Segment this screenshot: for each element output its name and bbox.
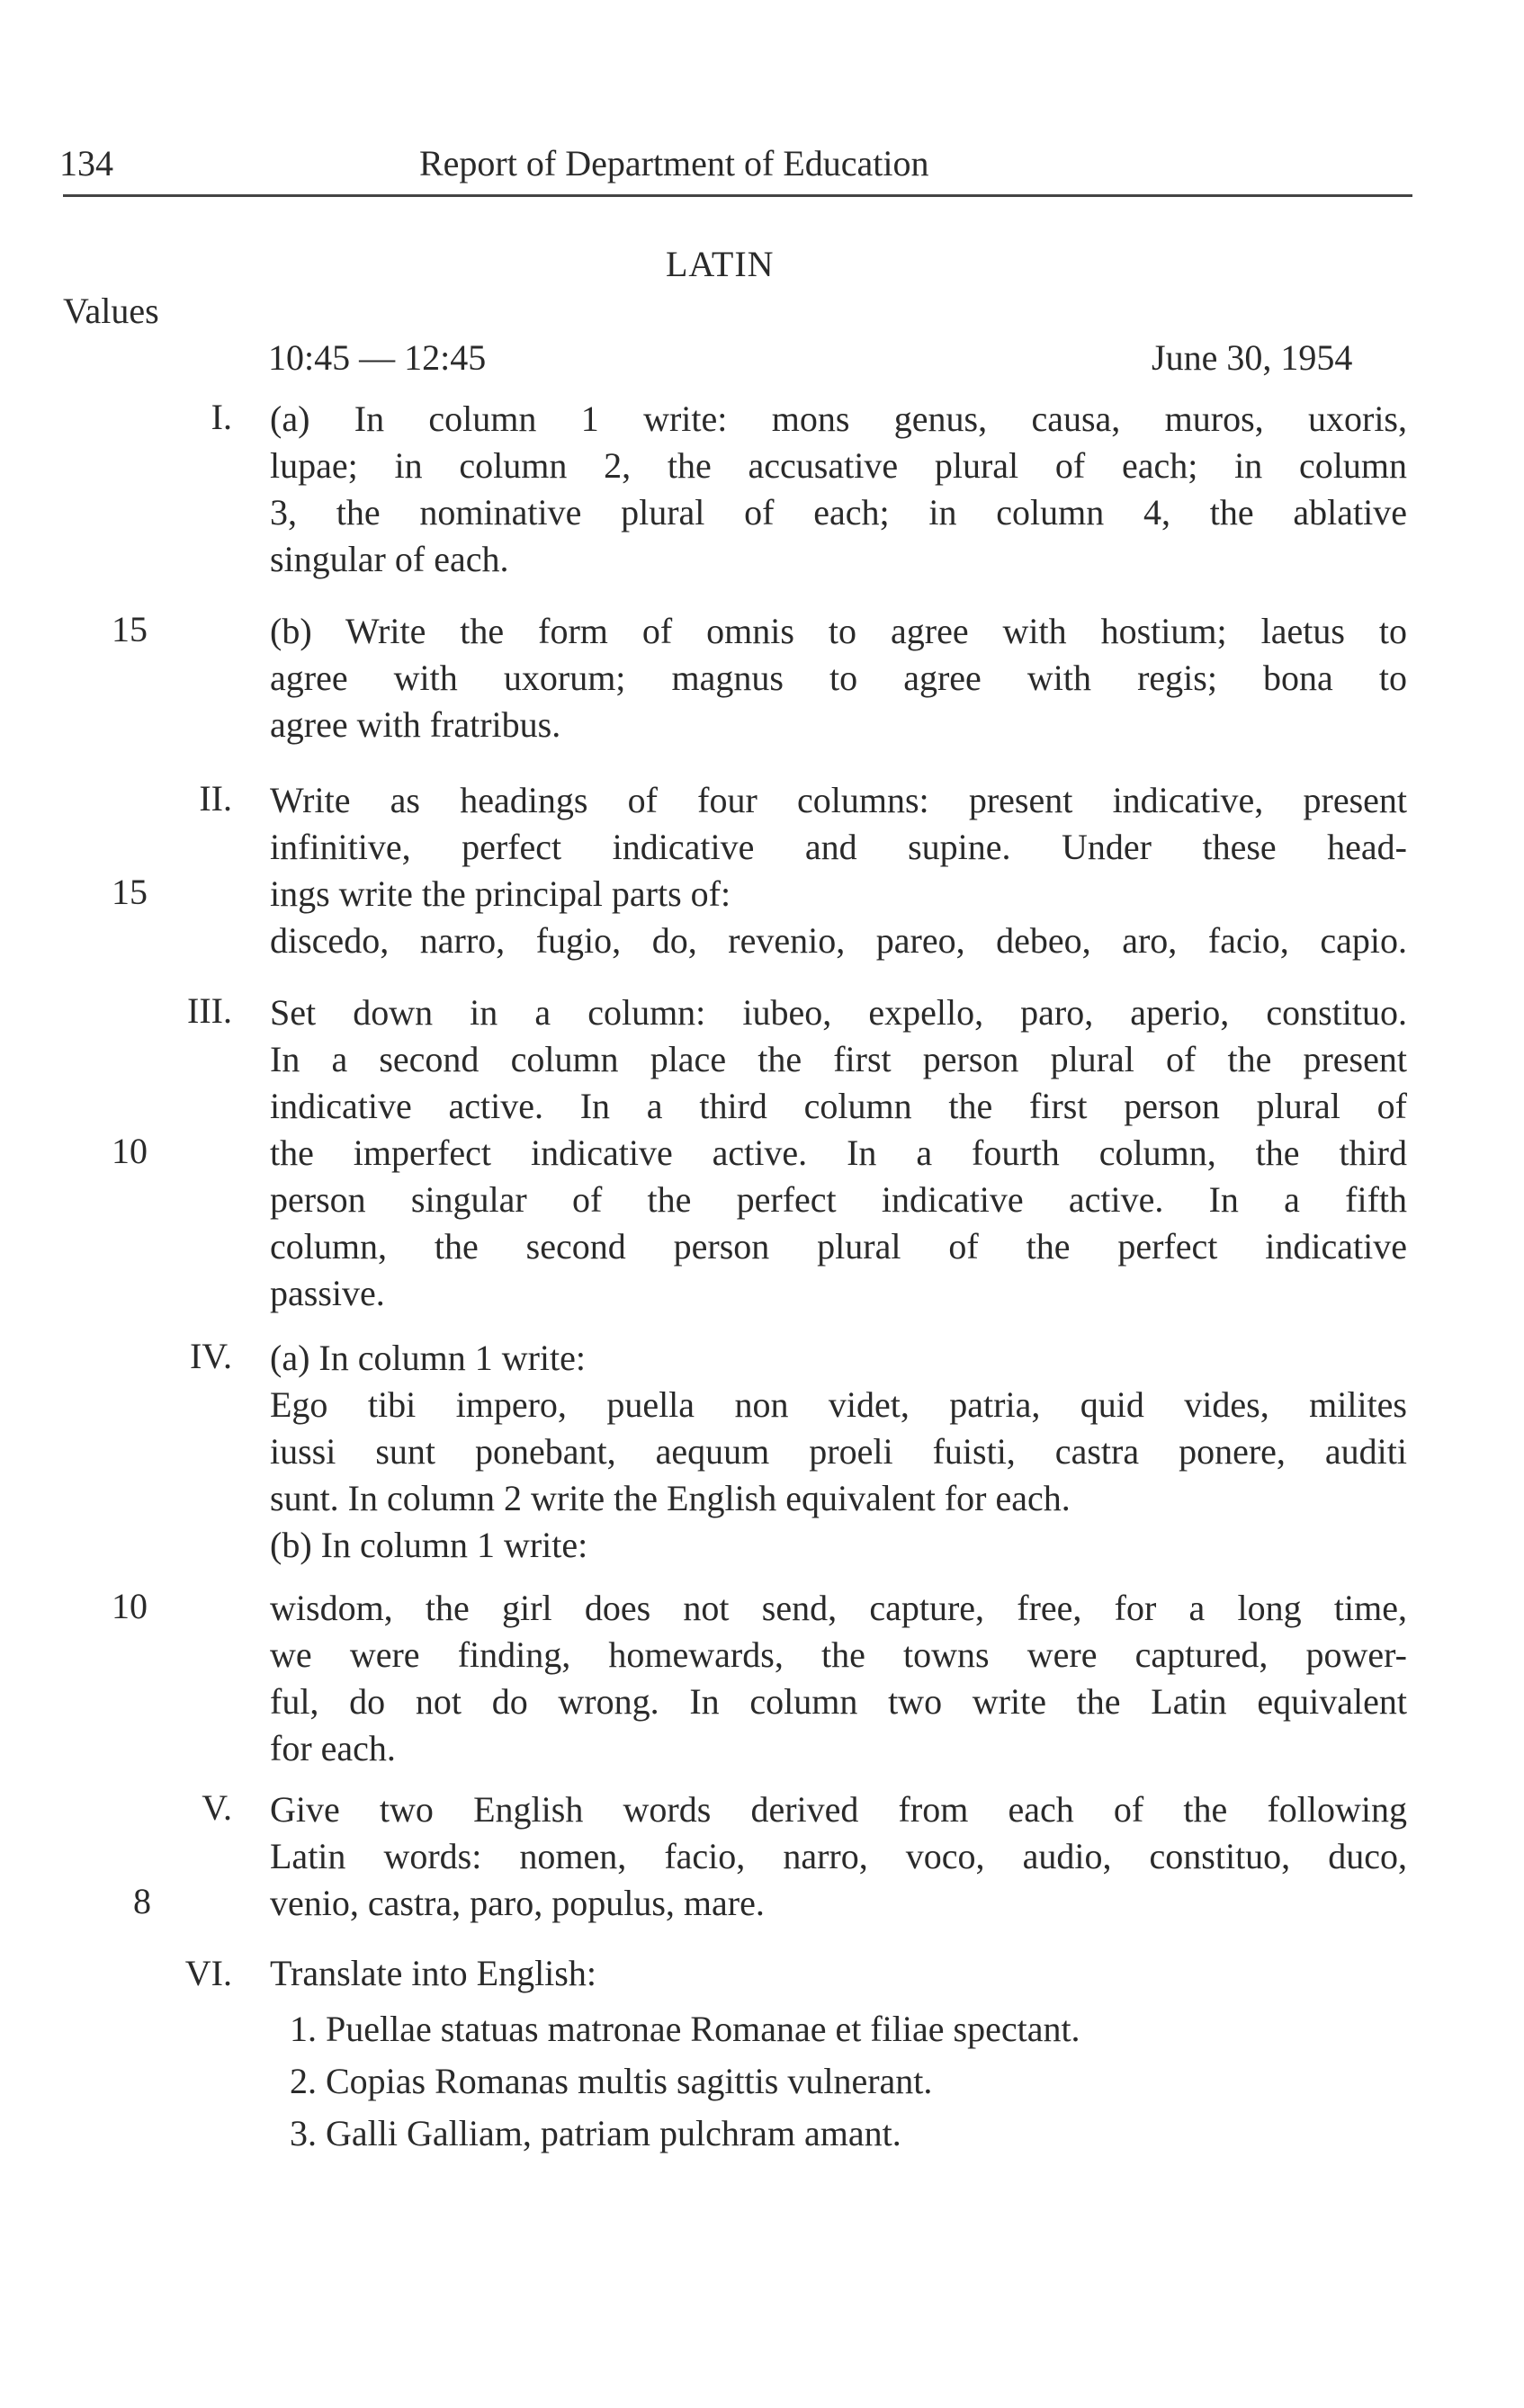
text-line: discedo, narro, fugio, do, revenio, pareo, debeo, aro, facio, capio. — [270, 920, 1407, 961]
page-number: 134 — [59, 143, 113, 184]
text-line: agree with uxorum; magnus to agree with regis; bona to — [270, 658, 1407, 698]
question-number-1: I. — [211, 397, 232, 437]
text-line: ings write the principal parts of: — [270, 873, 731, 914]
text-line: lupae; in column 2, the accusative plural of each; in column — [270, 445, 1407, 486]
question-1-part-a — [270, 396, 1407, 583]
text-line: for each. — [270, 1728, 396, 1768]
question-2-text — [270, 777, 1407, 964]
text-line: In a second column place the first person plural of the present — [270, 1039, 1407, 1079]
question-4-part-a — [270, 1335, 1407, 1569]
translation-item-3: 3. Galli Galliam, patriam pulchram amant. — [290, 2113, 901, 2153]
value-question-4: 10 — [112, 1586, 148, 1626]
question-number-4: IV. — [189, 1336, 232, 1376]
text-line: infinitive, perfect indicative and supine. Under these head- — [270, 827, 1407, 867]
text-line: Set down in a column: iubeo, expello, paro, aperio, constituo. — [270, 992, 1407, 1033]
text-line: (b) Write the form of omnis to agree with hostium; laetus to — [270, 611, 1407, 651]
text-line: ful, do not do wrong. In column two write the Latin equivalent — [270, 1681, 1407, 1722]
question-6-label: Translate into English: — [270, 1953, 596, 1993]
text-line: passive. — [270, 1273, 385, 1313]
question-number-2: II. — [199, 778, 232, 819]
value-question-3: 10 — [112, 1131, 148, 1171]
text-line: column, the second person plural of the perfect indicative — [270, 1226, 1407, 1267]
text-line: venio, castra, paro, populus, mare. — [270, 1883, 765, 1923]
text-line: (b) In column 1 write: — [270, 1525, 588, 1565]
text-line: wisdom, the girl does not send, capture, free, for a long time, — [270, 1588, 1407, 1628]
text-line: 3, the nominative plural of each; in column 4, the ablative — [270, 492, 1407, 533]
question-1-part-b — [270, 608, 1407, 748]
value-question-2: 15 — [112, 872, 148, 912]
question-5-text — [270, 1786, 1407, 1927]
text-line: we were finding, homewards, the towns were captured, power- — [270, 1634, 1407, 1675]
text-line: (a) In column 1 write: — [270, 1338, 586, 1378]
exam-date: June 30, 1954 — [1152, 337, 1353, 378]
exam-subject: LATIN — [666, 244, 775, 284]
text-line: (a) In column 1 write: mons genus, causa, muros, uxoris, — [270, 398, 1407, 439]
text-line: person singular of the perfect indicative active. In a fifth — [270, 1179, 1407, 1220]
text-line: iussi sunt ponebant, aequum proeli fuisti, castra ponere, auditi — [270, 1431, 1407, 1472]
question-number-5: V. — [202, 1787, 232, 1828]
value-question-5: 8 — [133, 1881, 151, 1921]
header-rule — [63, 194, 1412, 197]
running-header-title: Report of Department of Education — [419, 143, 929, 184]
question-4-part-b — [270, 1585, 1407, 1772]
translation-item-1: 1. Puellae statuas matronae Romanae et filiae spectant. — [290, 2009, 1080, 2049]
text-line: the imperfect indicative active. In a fourth column, the third — [270, 1132, 1407, 1173]
text-line: Ego tibi impero, puella non videt, patria, quid vides, milites — [270, 1384, 1407, 1425]
question-3-text — [270, 989, 1407, 1317]
question-number-3: III. — [187, 990, 232, 1031]
value-question-1b: 15 — [112, 609, 148, 649]
text-line: Write as headings of four columns: present indicative, present — [270, 780, 1407, 820]
text-line: Give two English words derived from each of the following — [270, 1789, 1407, 1830]
text-line: indicative active. In a third column the first person plural of — [270, 1086, 1407, 1126]
text-line: agree with fratribus. — [270, 704, 561, 745]
text-line: sunt. In column 2 write the English equivalent for each. — [270, 1478, 1071, 1518]
question-number-6: VI. — [184, 1953, 232, 1993]
translation-item-2: 2. Copias Romanas multis sagittis vulnerant. — [290, 2061, 933, 2101]
text-line: Latin words: nomen, facio, narro, voco, audio, constituo, duco, — [270, 1836, 1407, 1876]
exam-time: 10:45 — 12:45 — [268, 337, 487, 378]
text-line: singular of each. — [270, 539, 509, 579]
values-column-label: Values — [63, 291, 159, 331]
